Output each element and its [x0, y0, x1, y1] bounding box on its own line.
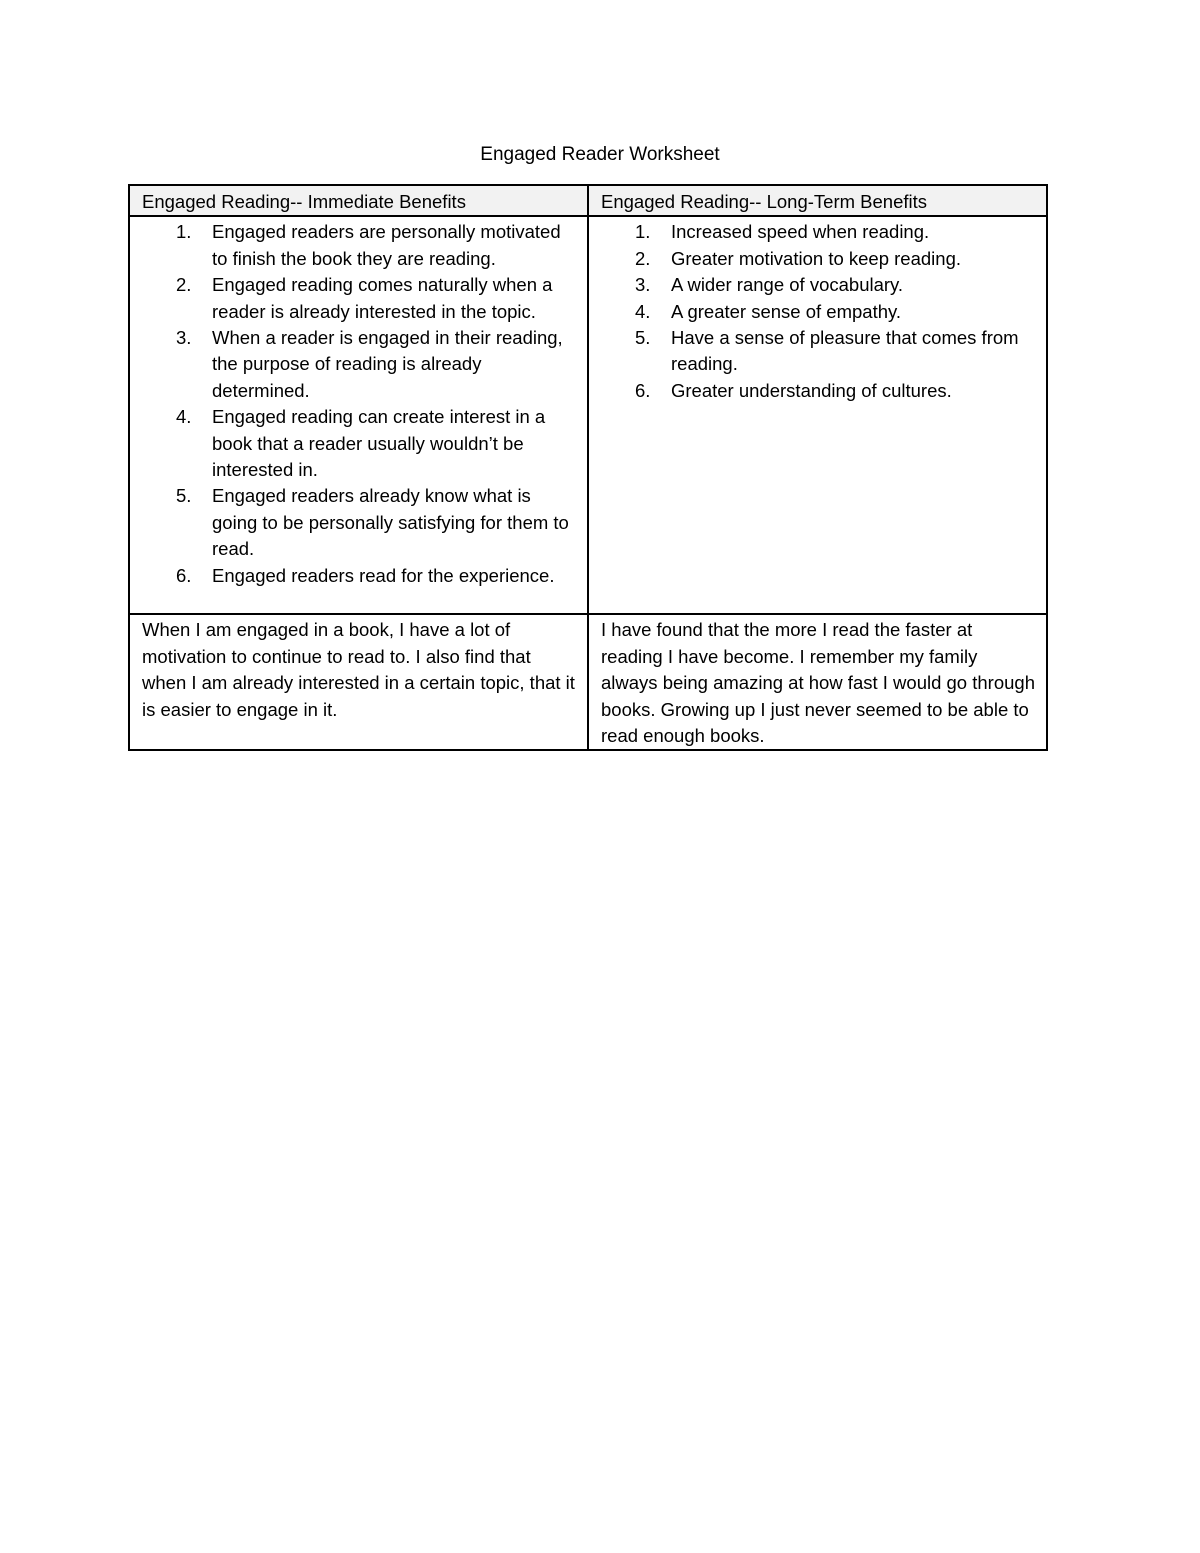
benefits-table	[128, 184, 1048, 751]
long-term-reflection-text: I have found that the more I read the faster at reading I have become. I remember my family always being amazing at how fast I would go through books. Growing up I just never seemed to be able to read enough books.	[601, 619, 1035, 747]
list-item	[142, 219, 577, 272]
list-item-text: Engaged reading comes naturally when a reader is already interested in the topic.	[212, 274, 553, 322]
list-item	[601, 378, 1036, 404]
list-item-text: Engaged readers are personally motivated to finish the book they are reading.	[212, 221, 561, 269]
list-item-number: 6.	[635, 379, 651, 401]
list-item-text: Greater motivation to keep reading.	[671, 247, 961, 269]
list-item	[142, 563, 577, 589]
long-term-reflection-cell	[588, 614, 1047, 750]
list-item-text: A wider range of vocabulary.	[671, 274, 904, 296]
list-item-number: 5.	[176, 485, 192, 507]
list-item-text: Have a sense of pleasure that comes from reading.	[671, 327, 1019, 375]
list-item-text: A greater sense of empathy.	[671, 300, 902, 322]
reflection-row	[129, 614, 1047, 750]
list-item-number: 4.	[635, 300, 651, 322]
list-item	[142, 272, 577, 325]
long-term-benefits-cell	[588, 216, 1047, 614]
list-item	[142, 404, 577, 483]
list-item-text: Engaged reading can create interest in a book that a reader usually wouldn’t be interested in.	[212, 406, 546, 481]
long-term-benefits-list	[601, 219, 1036, 404]
list-item-number: 3.	[176, 327, 192, 349]
header-immediate-benefits: Engaged Reading-- Immediate Benefits	[129, 185, 588, 216]
list-item-number: 2.	[176, 274, 192, 296]
list-item	[142, 325, 577, 404]
list-item	[142, 483, 577, 562]
list-item-number: 2.	[635, 247, 651, 269]
list-item-number: 6.	[176, 564, 192, 586]
list-item	[601, 325, 1036, 378]
benefits-list-row	[129, 216, 1047, 614]
immediate-benefits-list	[142, 219, 577, 589]
list-item-text: When a reader is engaged in their reading, the purpose of reading is already determined.	[212, 327, 563, 401]
immediate-reflection-cell	[129, 614, 588, 750]
list-item	[601, 299, 1036, 325]
list-item-number: 4.	[176, 406, 192, 428]
list-item-number: 3.	[635, 274, 651, 296]
list-item-number: 1.	[635, 221, 651, 243]
list-item-text: Increased speed when reading.	[671, 221, 930, 243]
document-title: Engaged Reader Worksheet	[480, 144, 720, 165]
list-item-text: Engaged readers already know what is going to be personally satisfying for them to read.	[212, 485, 569, 560]
list-item	[601, 272, 1036, 298]
list-item	[601, 246, 1036, 272]
list-item-number: 1.	[176, 221, 192, 243]
header-long-term-benefits: Engaged Reading-- Long-Term Benefits	[588, 185, 1047, 216]
list-item-text: Engaged readers read for the experience.	[212, 564, 555, 586]
immediate-benefits-cell	[129, 216, 588, 614]
immediate-reflection-text: When I am engaged in a book, I have a lot of motivation to continue to read to. I also find that when I am already interested in a certain topic, that it is easier to engage in it.	[142, 619, 575, 720]
list-item	[601, 219, 1036, 245]
list-item-number: 5.	[635, 327, 651, 349]
list-item-text: Greater understanding of cultures.	[671, 379, 952, 401]
table-header-row	[129, 185, 1047, 216]
